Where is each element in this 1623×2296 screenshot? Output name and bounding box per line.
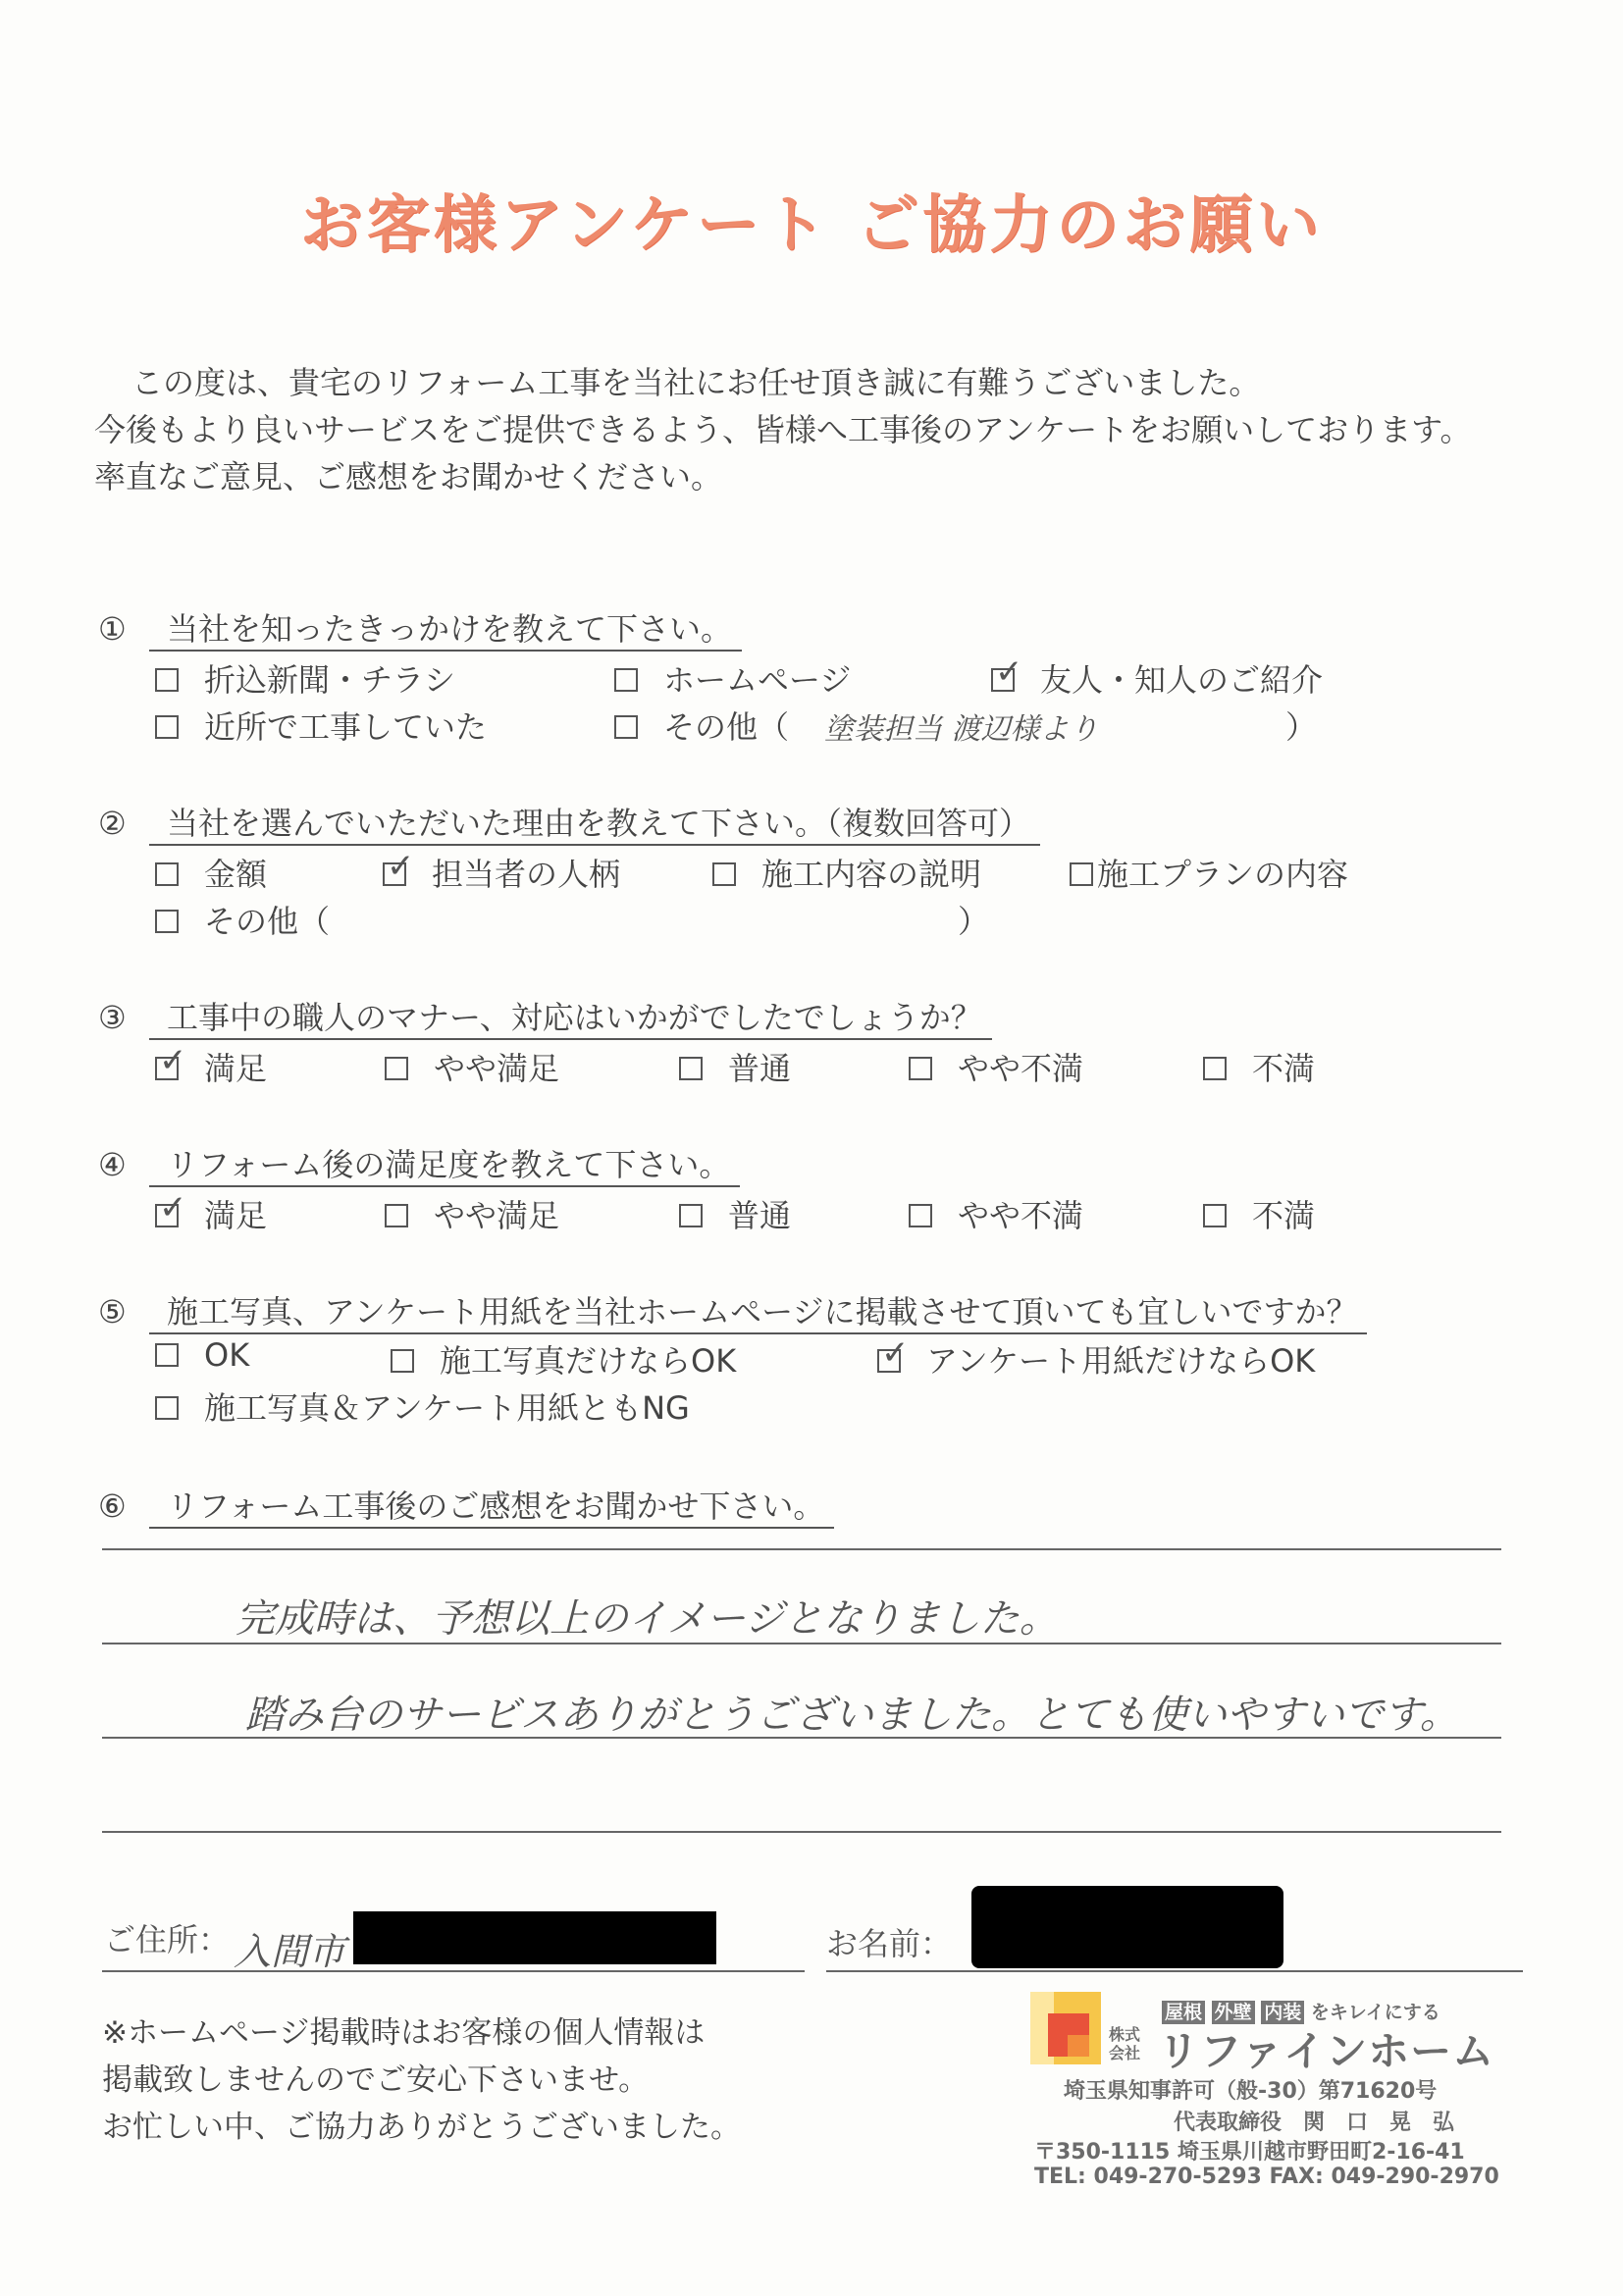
company-name: リファインホーム xyxy=(1158,2027,1495,2075)
redacted-address xyxy=(353,1911,716,1964)
check-mark-icon: ✓ xyxy=(881,1333,910,1373)
q5-option[interactable] xyxy=(155,1383,690,1429)
notice-line-2: 掲載致しませんのでご安心下さいませ。 xyxy=(102,2062,650,2098)
intro-line-2: 今後もより良いサービスをご提供できるよう、皆様へ工事後のアンケートをお願いしております。 xyxy=(94,411,1472,448)
address-label: ご住所： xyxy=(104,1921,231,1958)
option-label: 満足 xyxy=(204,1050,268,1087)
company-representative: 代表取締役 関 口 晃 弘 xyxy=(1174,2111,1455,2135)
check-mark-icon: ✓ xyxy=(387,847,415,886)
question-text: リフォーム工事後のご感想をお聞かせ下さい。 xyxy=(149,1487,834,1529)
checkbox[interactable] xyxy=(385,1057,408,1080)
tag-interior: 内装 xyxy=(1261,2001,1304,2024)
redacted-name xyxy=(971,1886,1283,1968)
q2-option[interactable] xyxy=(155,850,267,895)
check-mark-icon: ✓ xyxy=(995,652,1023,692)
q2-option-other[interactable] xyxy=(155,897,330,942)
q3-option[interactable] xyxy=(385,1044,559,1089)
question-2 xyxy=(98,799,1040,844)
address-underline xyxy=(102,1970,805,1972)
checkbox[interactable] xyxy=(614,668,638,692)
option-label: 普通 xyxy=(728,1050,792,1087)
question-number: ① xyxy=(98,610,127,648)
option-label: 担当者の人柄 xyxy=(432,856,621,893)
checkbox[interactable] xyxy=(391,1349,414,1373)
notice-line-3: お忙しい中、ご協力ありがとうございました。 xyxy=(102,2110,741,2145)
checkbox[interactable] xyxy=(712,862,736,886)
option-label: その他（ xyxy=(204,903,331,940)
checkbox-checked[interactable] xyxy=(877,1333,910,1373)
question-number: ⑥ xyxy=(98,1487,127,1525)
option-label: 不満 xyxy=(1252,1050,1316,1087)
checkbox-checked[interactable] xyxy=(383,847,415,886)
option-label: 施工プランの内容 xyxy=(1097,856,1349,893)
q2-option-checked[interactable] xyxy=(383,847,621,895)
checkbox[interactable] xyxy=(155,910,179,933)
q2-option[interactable] xyxy=(1070,850,1348,895)
option-label: 折込新聞・チラシ xyxy=(204,661,456,699)
option-label: やや不満 xyxy=(958,1197,1084,1234)
check-mark-icon: ✓ xyxy=(159,1188,187,1227)
q1-option-other[interactable] xyxy=(614,703,789,748)
q4-option[interactable] xyxy=(909,1191,1083,1236)
question-text: リフォーム後の満足度を教えて下さい。 xyxy=(149,1146,740,1187)
answer-line xyxy=(102,1548,1501,1550)
option-label: 友人・知人のご紹介 xyxy=(1040,661,1324,699)
address-handwritten: 入間市 xyxy=(234,1930,346,1973)
option-label: やや不満 xyxy=(958,1050,1084,1087)
question-4 xyxy=(98,1140,740,1185)
checkbox[interactable] xyxy=(1203,1204,1227,1227)
checkbox[interactable] xyxy=(614,715,638,739)
tagline-rest: をキレイにする xyxy=(1310,2002,1440,2023)
company-kabushiki: 株式会社 xyxy=(1109,2025,1141,2062)
question-number: ⑤ xyxy=(98,1293,127,1331)
page-title: お客様アンケート ご協力のお願い xyxy=(299,189,1324,262)
checkbox-checked[interactable] xyxy=(991,652,1023,692)
q1-other-handwritten: 塗装担当 渡辺様より xyxy=(824,712,1099,747)
q5-option[interactable] xyxy=(155,1336,249,1374)
company-address: 〒350-1115 埼玉県川越市野田町2-16-41 xyxy=(1034,2140,1465,2165)
q3-option[interactable] xyxy=(909,1044,1083,1089)
question-text: 施工写真、アンケート用紙を当社ホームページに掲載させて頂いても宜しいですか？ xyxy=(149,1293,1367,1334)
q5-option[interactable] xyxy=(391,1336,736,1382)
option-label: 近所で工事していた xyxy=(204,708,488,746)
privacy-notice xyxy=(102,2009,741,2151)
option-label: OK xyxy=(204,1336,250,1374)
q1-close-paren: ） xyxy=(1285,708,1318,746)
option-label: やや満足 xyxy=(434,1197,560,1234)
option-label: やや満足 xyxy=(434,1050,560,1087)
checkbox[interactable] xyxy=(679,1057,703,1080)
notice-line-1: ※ホームページ掲載時はお客様の個人情報は xyxy=(102,2015,706,2051)
intro-line-3: 率直なご意見、ご感想をお聞かせください。 xyxy=(94,458,723,496)
question-3 xyxy=(98,993,992,1038)
question-5 xyxy=(98,1287,1367,1332)
answer-handwritten-line-2: 踏み台のサービスありがとうございました。とても使いやすいです。 xyxy=(245,1693,1459,1738)
q4-option[interactable] xyxy=(679,1191,791,1236)
checkbox[interactable] xyxy=(679,1204,703,1227)
question-number: ④ xyxy=(98,1146,127,1183)
company-phone-fax: TEL: 049-270-5293 FAX: 049-290-2970 xyxy=(1034,2165,1499,2189)
checkbox[interactable] xyxy=(1203,1057,1227,1080)
option-label: 満足 xyxy=(204,1197,268,1234)
question-text: 工事中の職人のマナー、対応はいかがでしたでしょうか？ xyxy=(149,999,992,1040)
tag-roof: 屋根 xyxy=(1162,2001,1205,2024)
option-label: 金額 xyxy=(204,856,268,893)
q4-option-checked[interactable] xyxy=(155,1188,268,1236)
checkbox[interactable] xyxy=(909,1204,932,1227)
option-label: 施工内容の説明 xyxy=(761,856,982,893)
answer-handwritten-line-1: 完成時は、予想以上のイメージとなりました。 xyxy=(236,1596,1059,1642)
question-number: ③ xyxy=(98,999,127,1036)
q1-option[interactable] xyxy=(155,703,487,748)
company-logo-icon xyxy=(1030,1992,1101,2064)
question-text: 当社を選んでいただいた理由を教えて下さい。（複数回答可） xyxy=(149,805,1040,846)
check-mark-icon: ✓ xyxy=(159,1041,187,1080)
q4-option[interactable] xyxy=(385,1191,559,1236)
q3-option[interactable] xyxy=(1203,1044,1315,1089)
intro-line-1: この度は、貴宅のリフォーム工事を当社にお任せ頂き誠に有難うございました。 xyxy=(131,364,1261,401)
checkbox[interactable] xyxy=(155,715,179,739)
q1-option[interactable] xyxy=(614,655,851,701)
q1-option-checked[interactable] xyxy=(991,652,1324,701)
question-1 xyxy=(98,604,742,650)
checkbox-checked[interactable] xyxy=(155,1041,187,1080)
checkbox[interactable] xyxy=(385,1204,408,1227)
intro-text xyxy=(94,359,1472,500)
checkbox[interactable] xyxy=(155,1343,179,1367)
q2-close-paren: ） xyxy=(958,903,990,940)
tag-wall: 外壁 xyxy=(1212,2001,1255,2024)
checkbox[interactable] xyxy=(155,1396,179,1420)
question-6 xyxy=(98,1482,834,1527)
option-label: ホームページ xyxy=(663,661,852,699)
q5-option-checked[interactable] xyxy=(877,1333,1316,1382)
checkbox[interactable] xyxy=(155,668,179,692)
answer-line xyxy=(102,1737,1501,1739)
q2-option[interactable] xyxy=(712,850,981,895)
name-label: お名前： xyxy=(826,1925,953,1962)
answer-line xyxy=(102,1643,1501,1644)
name-underline xyxy=(826,1970,1523,1972)
q1-option[interactable] xyxy=(155,655,455,701)
q4-option[interactable] xyxy=(1203,1191,1315,1236)
company-license: 埼玉県知事許可（般-30）第71620号 xyxy=(1064,2079,1438,2104)
option-label: アンケート用紙だけならOK xyxy=(926,1342,1316,1380)
answer-line xyxy=(102,1831,1501,1833)
q3-option-checked[interactable] xyxy=(155,1041,268,1089)
checkbox-checked[interactable] xyxy=(155,1188,187,1227)
checkbox[interactable] xyxy=(1070,862,1093,886)
option-label: 施工写真だけならOK xyxy=(440,1342,737,1380)
option-label: 施工写真＆アンケート用紙ともNG xyxy=(204,1389,690,1427)
option-label: 普通 xyxy=(728,1197,792,1234)
option-label: 不満 xyxy=(1252,1197,1316,1234)
checkbox[interactable] xyxy=(909,1057,932,1080)
option-label: その他（ xyxy=(663,708,790,746)
checkbox[interactable] xyxy=(155,862,179,886)
question-number: ② xyxy=(98,805,127,842)
question-text: 当社を知ったきっかけを教えて下さい。 xyxy=(149,610,742,652)
q3-option[interactable] xyxy=(679,1044,791,1089)
